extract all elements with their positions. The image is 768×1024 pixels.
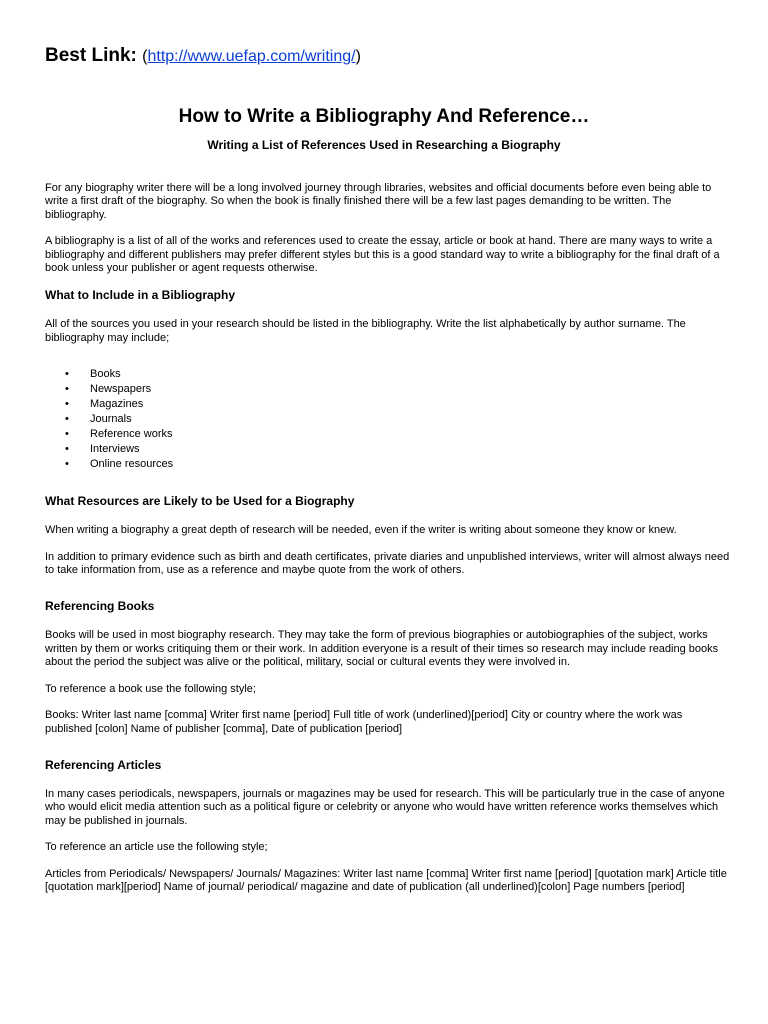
- list-item: [45, 427, 730, 442]
- intro-paragraph-2: A bibliography is a list of all of the works and references used to create the essay, article or book at hand. There are many ways to write a bibliography and different publishers may prefer different styles but this is a good standard way to write a bibliography for the final draft of a book unless your publisher or agent requests otherwise.: [45, 235, 720, 275]
- sources-list: [45, 367, 730, 472]
- bullet-icon: •: [65, 443, 69, 456]
- books-style-paragraph: Books: Writer last name [comma] Writer first name [period] Full title of work (underlined)[period] City or country where the work was published [colon] Name of publisher [comma], Date of publication [period]: [45, 709, 683, 735]
- books-paragraph-1: Books will be used in most biography research. They may take the form of previous biographies or autobiographies of the subject, works written by them or works critiquing them or their work. In addition everyone is a result of their times so research may include reading books about the period the subject was alive or the political, military, social or cultural events they were involved in.: [45, 629, 719, 669]
- list-item: [45, 412, 730, 427]
- books-paragraph-2: To reference a book use the following style;: [45, 682, 256, 695]
- resources-paragraph-1: When writing a biography a great depth of research will be needed, even if the writer is writing about someone they know or knew.: [45, 524, 677, 537]
- best-link-line: [45, 44, 361, 69]
- heading-resources: What Resources are Likely to be Used for a Biography: [45, 494, 355, 509]
- intro-paragraph-1: For any biography writer there will be a long involved journey through libraries, websites and official documents before even being able to write a first draft of the biography. So when the book is finally finished there will be a few last pages demanding to be written. The bibliography.: [45, 182, 712, 221]
- page-title: How to Write a Bibliography And Reference…: [178, 106, 590, 127]
- list-item: [45, 382, 730, 397]
- list-item-label: Reference works: [90, 428, 173, 441]
- best-link-url[interactable]: http://www.uefap.com/writing/: [147, 48, 356, 65]
- list-item-label: Journals: [90, 413, 132, 426]
- heading-referencing-articles: Referencing Articles: [45, 757, 162, 772]
- bullet-icon: •: [65, 458, 69, 471]
- list-item: [45, 397, 730, 412]
- bullet-icon: •: [65, 368, 69, 381]
- list-item-label: Interviews: [90, 443, 140, 456]
- list-item: [45, 457, 730, 472]
- list-item-label: Magazines: [90, 398, 144, 411]
- list-item: [45, 442, 730, 457]
- articles-paragraph-2: To reference an article use the following style;: [45, 841, 268, 854]
- list-item-label: Online resources: [90, 458, 174, 471]
- list-item: [45, 367, 730, 382]
- bullet-icon: •: [65, 383, 69, 396]
- heading-referencing-books: Referencing Books: [45, 599, 155, 614]
- articles-paragraph-1: In many cases periodicals, newspapers, journals or magazines may be used for research. This will be particularly true in the case of anyone who would elicit media attention such as a political figure or celebrity or anyone who would have written reference works themselves which may be published in journals.: [45, 787, 725, 827]
- list-item-label: Newspapers: [90, 383, 152, 396]
- bullet-icon: •: [65, 398, 69, 411]
- best-link-open-paren: (: [142, 48, 148, 65]
- articles-style-paragraph: Articles from Periodicals/ Newspapers/ Journals/ Magazines: Writer last name [comma] Writer first name [period] [quotation mark] Article title [quotation mark][period] Name of journal/ periodical/ magazine and date of publication (all underlined)[colon] Page numbers [period]: [45, 867, 727, 893]
- bullet-icon: •: [65, 413, 69, 426]
- bullet-icon: •: [65, 428, 69, 441]
- document-body: [45, 182, 730, 907]
- resources-paragraph-2: In addition to primary evidence such as birth and death certificates, private diaries and unpublished interviews, writer will almost always need to take information from, use as a reference and maybe quote from the work of others.: [45, 550, 730, 577]
- page-subtitle: Writing a List of References Used in Researching a Biography: [207, 138, 561, 152]
- list-item-label: Books: [90, 368, 121, 381]
- best-link-close-paren: ): [355, 48, 361, 65]
- include-paragraph: All of the sources you used in your research should be listed in the bibliography. Write the list alphabetically by author surname. The bibliography may include;: [45, 318, 686, 344]
- best-link-label: Best Link:: [45, 45, 137, 66]
- heading-what-to-include: What to Include in a Bibliography: [45, 288, 236, 303]
